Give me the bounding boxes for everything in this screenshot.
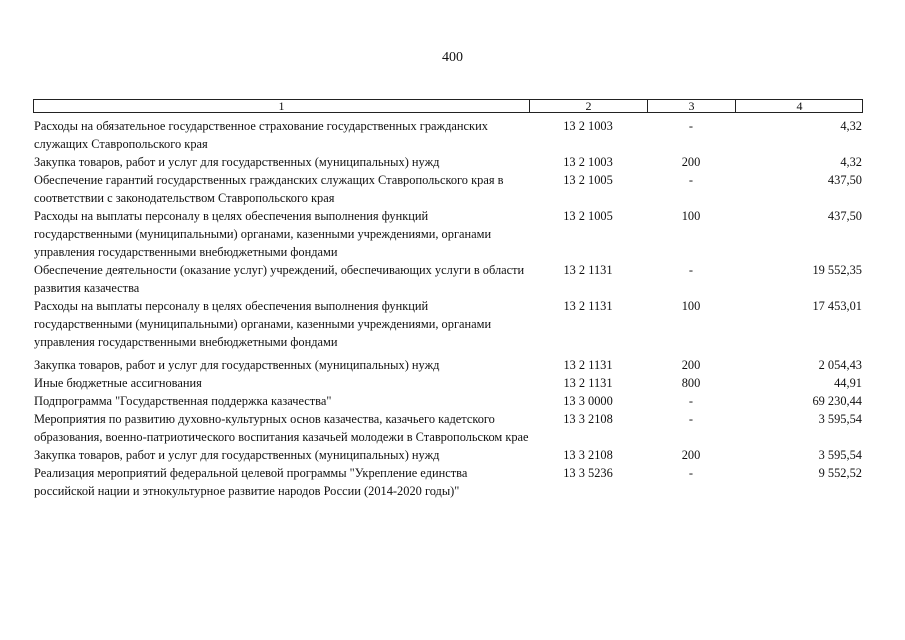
row-code: 13 2 1131: [563, 358, 613, 372]
row-name: Обеспечение деятельности (оказание услуг) учреждений, обеспечивающих услуги в области развития казачества: [34, 263, 525, 295]
row-name: Расходы на выплаты персоналу в целях обеспечения выполнения функций государственными (муниципальными) органами, казенными учреждениями, органами управления государственными внебюджетными фондами: [34, 209, 492, 259]
table-row: [33, 446, 863, 464]
row-type: -: [688, 466, 694, 480]
table-row: [33, 410, 863, 446]
row-code: 13 2 1005: [563, 209, 613, 223]
row-sum: 437,50: [827, 209, 862, 223]
table-header: [33, 99, 863, 113]
row-type: 200: [681, 358, 701, 372]
header-col-4: 4: [796, 99, 803, 113]
row-sum: 3 595,54: [818, 412, 862, 426]
row-name: Закупка товаров, работ и услуг для государственных (муниципальных) нужд: [34, 155, 440, 169]
header-col-1: 1: [34, 100, 530, 112]
row-name: Расходы на выплаты персоналу в целях обеспечения выполнения функций государственными (муниципальными) органами, казенными учреждениями, органами управления государственными внебюджетными фондами: [34, 299, 492, 349]
row-name: Закупка товаров, работ и услуг для государственных (муниципальных) нужд: [34, 448, 440, 462]
row-code: 13 2 1003: [563, 119, 613, 133]
table-row: [33, 464, 863, 500]
row-sum: 19 552,35: [812, 263, 862, 277]
row-name: Иные бюджетные ассигнования: [34, 376, 202, 390]
row-name: Мероприятия по развитию духовно-культурных основ казачества, казачьего кадетского образования, военно-патриотического воспитания казачьей молодежи в Ставропольском крае: [34, 412, 529, 444]
row-type: 100: [681, 209, 701, 223]
table-row: [33, 207, 863, 261]
row-code: 13 3 2108: [563, 448, 613, 462]
row-name: Обеспечение гарантий государственных гражданских служащих Ставропольского края в соответствии с законодательством Ставропольского края: [34, 173, 504, 205]
row-name: Закупка товаров, работ и услуг для государственных (муниципальных) нужд: [34, 358, 440, 372]
row-type: -: [688, 394, 694, 408]
header-col-3: 3: [648, 100, 736, 112]
header-col-2: 2: [530, 100, 648, 112]
row-sum: 69 230,44: [812, 394, 862, 408]
row-name: Подпрограмма "Государственная поддержка казачества": [34, 394, 332, 408]
row-sum: 2 054,43: [818, 358, 862, 372]
row-code: 13 3 0000: [563, 394, 613, 408]
row-code: 13 3 5236: [563, 466, 613, 480]
row-sum: 3 595,54: [818, 448, 862, 462]
row-sum: 437,50: [827, 173, 862, 187]
row-code: 13 2 1131: [563, 263, 613, 277]
row-name: Реализация мероприятий федеральной целевой программы "Укрепление единства российской нации и этнокультурное развитие народов России (2014-2020 годы)": [34, 466, 468, 498]
row-type: 200: [681, 155, 701, 169]
row-type: 200: [681, 448, 701, 462]
row-code: 13 2 1131: [563, 299, 613, 313]
row-name: Расходы на обязательное государственное страхование государственных гражданских служащих Ставропольского края: [34, 119, 488, 151]
table-row: [33, 297, 863, 351]
table-row: [33, 153, 863, 171]
row-code: 13 2 1003: [563, 155, 613, 169]
table-row: [33, 117, 863, 153]
row-sum: 44,91: [834, 376, 862, 390]
row-code: 13 2 1131: [563, 376, 613, 390]
table-row: [33, 261, 863, 297]
row-sum: 4,32: [840, 155, 862, 169]
row-code: 13 2 1005: [563, 173, 613, 187]
row-sum: 9 552,52: [818, 466, 862, 480]
row-type: -: [688, 173, 694, 187]
row-type: -: [688, 412, 694, 426]
table-body: [33, 117, 863, 500]
row-sum: 4,32: [840, 119, 862, 133]
row-type: -: [688, 263, 694, 277]
row-type: -: [688, 119, 694, 133]
row-sum: 17 453,01: [812, 299, 862, 313]
row-type: 800: [681, 376, 701, 390]
row-code: 13 3 2108: [563, 412, 613, 426]
row-type: 100: [681, 299, 701, 313]
table-row: [33, 374, 863, 392]
table-row: [33, 356, 863, 374]
page-number: 400: [442, 50, 463, 65]
table-row: [33, 392, 863, 410]
table-row: [33, 171, 863, 207]
